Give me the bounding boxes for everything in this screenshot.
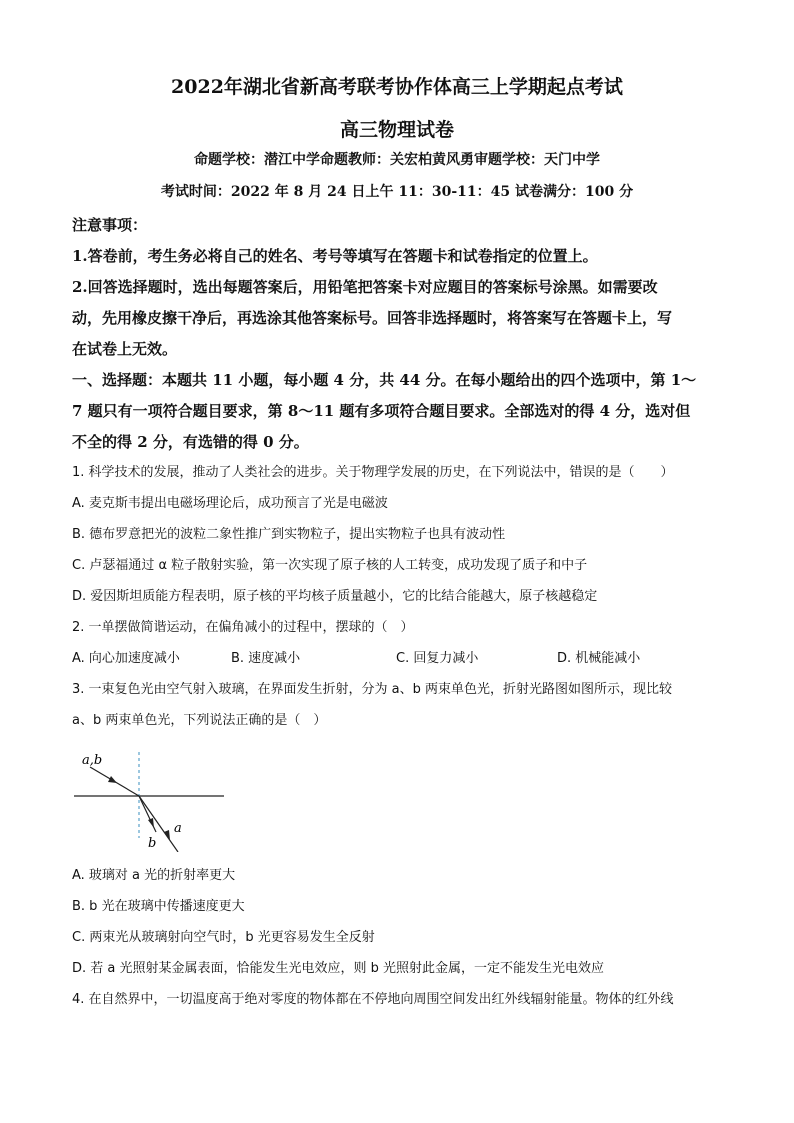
incident-arrowhead [108, 776, 117, 783]
question-3-options [72, 860, 722, 1015]
question-3-option-c: C. 两束光从玻璃射向空气时，b 光更容易发生全反射 [72, 930, 375, 945]
exam-time-info: 考试时间：2022 年 8 月 24 日上午 11：30-11：45 试卷满分：100 分 [160, 184, 634, 200]
question-1-option-a: A. 麦克斯韦提出电磁场理论后，成功预言了光是电磁波 [72, 496, 388, 511]
ray-a [139, 796, 178, 852]
authoring-info: 命题学校：潜江中学命题教师：关宏柏黄风勇审题学校：天门中学 [194, 152, 600, 168]
question-1 [72, 457, 722, 612]
question-2-options [72, 643, 722, 674]
notes-item-2-line-3: 在试卷上无效。 [72, 340, 178, 358]
question-2 [72, 612, 722, 674]
refraction-diagram [70, 752, 230, 852]
question-2-option-d: D. 机械能减小 [557, 651, 641, 666]
question-2-option-c: C. 回复力减小 [396, 651, 479, 666]
question-3-option-a: A. 玻璃对 a 光的折射率更大 [72, 868, 236, 883]
question-4-stem: 4. 在自然界中，一切温度高于绝对零度的物体都在不停地向周围空间发出红外线辐射能量。物体的红外线 [72, 992, 674, 1007]
label-b: b [148, 836, 157, 851]
exam-title: 2022年湖北省新高考联考协作体高三上学期起点考试 [171, 76, 623, 98]
question-2-option-a: A. 向心加速度减小 [72, 651, 180, 666]
ray-a-arrowhead [164, 830, 170, 840]
question-3 [72, 674, 722, 736]
notes-item-2-line-2: 动，先用橡皮擦干净后，再选涂其他答案标号。回答非选择题时，将答案写在答题卡上，写 [72, 309, 673, 327]
notes-heading: 注意事项： [72, 216, 148, 234]
section-1-line-1: 一、选择题：本题共 11 小题，每小题 4 分，共 44 分。在每小题给出的四个选项中，第 1～ [72, 371, 697, 389]
question-3-stem-line-1: 3. 一束复色光由空气射入玻璃，在界面发生折射，分为 a、b 两束单色光，折射光路图如图所示，现比较 [72, 682, 673, 697]
notes-item-2-line-1: 2.回答选择题时，选出每题答案后，用铅笔把答案卡对应题目的答案标号涂黑。如需要改 [72, 278, 658, 296]
question-1-option-c: C. 卢瑟福通过 α 粒子散射实验，第一次实现了原子核的人工转变，成功发现了质子和中子 [72, 558, 588, 573]
question-1-option-d: D. 爱因斯坦质能方程表明，原子核的平均核子质量越小，它的比结合能越大，原子核越稳定 [72, 589, 598, 604]
ray-b-arrowhead [148, 818, 154, 828]
question-1-option-b: B. 德布罗意把光的波粒二象性推广到实物粒子，提出实物粒子也具有波动性 [72, 527, 506, 542]
section-1-line-2: 7 题只有一项符合题目要求，第 8～11 题有多项符合题目要求。全部选对的得 4 分，选对但 [72, 402, 691, 420]
notes-block [72, 210, 722, 458]
question-3-stem-line-2: a、b 两束单色光，下列说法正确的是（ ） [72, 713, 327, 728]
question-3-option-d: D. 若 a 光照射某金属表面，恰能发生光电效应，则 b 光照射此金属，一定不能发生光电效应 [72, 961, 605, 976]
question-1-stem: 1. 科学技术的发展，推动了人类社会的进步。关于物理学发展的历史，在下列说法中，错误的是（ ） [72, 465, 674, 480]
label-a: a [174, 821, 182, 836]
label-ab: a,b [82, 753, 103, 768]
question-2-stem: 2. 一单摆做简谐运动，在偏角减小的过程中，摆球的（ ） [72, 620, 414, 635]
notes-item-1: 1.答卷前，考生务必将自己的姓名、考号等填写在答题卡和试卷指定的位置上。 [72, 247, 598, 265]
question-3-option-b: B. b 光在玻璃中传播速度更大 [72, 899, 245, 914]
question-2-option-b: B. 速度减小 [231, 651, 301, 666]
exam-subtitle: 高三物理试卷 [339, 119, 454, 141]
section-1-line-3: 不全的得 2 分，有选错的得 0 分。 [72, 433, 309, 451]
